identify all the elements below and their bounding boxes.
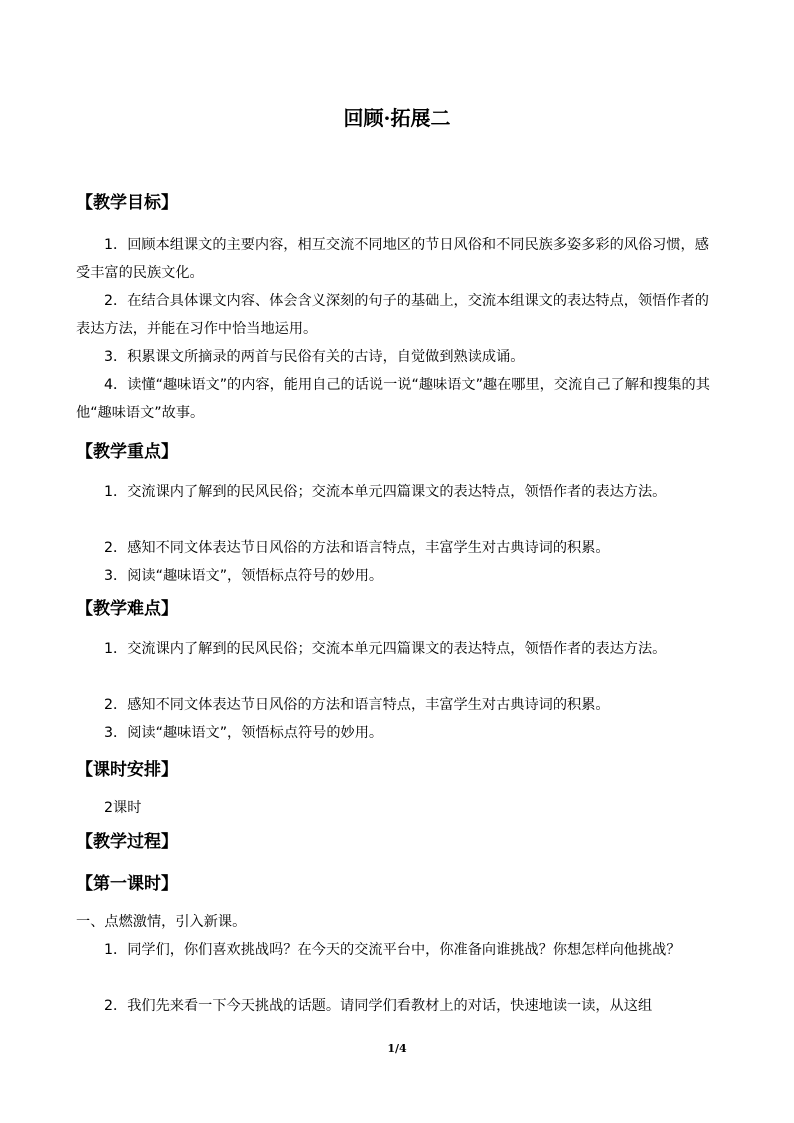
objective-item-1: 1．回顾本组课文的主要内容，相互交流不同地区的节日风俗和不同民族多姿多彩的风俗习惯，感受丰富的民族文化。 (76, 237, 709, 281)
difficulty-item-3: 3．阅读“趣味语文”，领悟标点符号的妙用。 (104, 725, 384, 741)
objective-item-2: 2．在结合具体课文内容、体会含义深刻的句子的基础上，交流本组课文的表达特点，领悟作者的表达方法，并能在习作中恰当地运用。 (76, 293, 709, 337)
section-heading-difficulties: 【教学难点】 (76, 599, 178, 619)
key-point-item-2: 2．感知不同文体表达节日风俗的方法和语言特点，丰富学生对古典诗词的积累。 (104, 540, 610, 556)
section-heading-key-points: 【教学重点】 (76, 442, 178, 462)
page-number: 1/4 (387, 1042, 407, 1055)
first-lesson-item-2: 2．我们先来看一下今天挑战的话题。请同学们看教材上的对话，快速地读一读，从这组 (104, 998, 653, 1014)
section-heading-process: 【教学过程】 (76, 832, 178, 852)
key-point-item-3: 3．阅读“趣味语文”，领悟标点符号的妙用。 (104, 568, 384, 584)
difficulty-item-2: 2．感知不同文体表达节日风俗的方法和语言特点，丰富学生对古典诗词的积累。 (104, 697, 610, 713)
page-title: 回顾·拓展二 (343, 106, 451, 130)
section-heading-objectives: 【教学目标】 (76, 193, 178, 213)
first-lesson-item-1: 1．同学们，你们喜欢挑战吗？在今天的交流平台中，你准备向谁挑战？你想怎样向他挑战？ (104, 942, 681, 958)
objective-item-4: 4．读懂“趣味语文”的内容，能用自己的话说一说“趣味语文”趣在哪里，交流自己了解和搜集的其他“趣味语文”故事。 (76, 377, 710, 421)
section-heading-schedule: 【课时安排】 (76, 760, 178, 780)
schedule-text: 2课时 (104, 800, 142, 816)
difficulty-item-1: 1．交流课内了解到的民风民俗；交流本单元四篇课文的表达特点，领悟作者的表达方法。 (104, 641, 667, 657)
objective-item-3: 3．积累课文所摘录的两首与民俗有关的古诗，自觉做到熟读成诵。 (104, 349, 525, 365)
first-lesson-step-1: 一、点燃激情，引入新课。 (76, 914, 247, 930)
section-heading-first-lesson: 【第一课时】 (76, 874, 178, 894)
key-point-item-1: 1．交流课内了解到的民风民俗；交流本单元四篇课文的表达特点，领悟作者的表达方法。 (104, 484, 667, 500)
